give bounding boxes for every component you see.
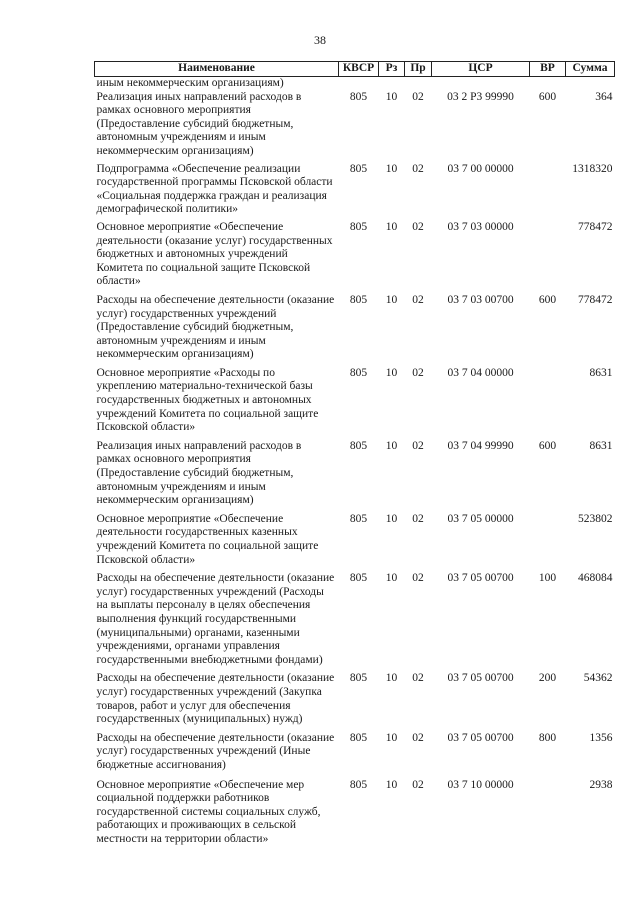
cell-rz: 10: [385, 366, 398, 379]
cell-vr: [530, 77, 566, 91]
table-row: [95, 289, 615, 362]
cell-rz: 10: [385, 512, 398, 525]
cell-pr: 02: [412, 731, 424, 744]
cell-rz: 10: [385, 220, 398, 233]
cell-vr: [530, 508, 566, 567]
cell-sum: 1356: [589, 731, 613, 744]
header-pr: Пр: [405, 62, 432, 77]
cell-kvsr: 805: [349, 672, 368, 685]
cell-sum: 8631: [589, 366, 613, 379]
cell-csr: [432, 77, 530, 91]
cell-sum: 8631: [589, 439, 613, 452]
cell-rz: 10: [385, 778, 398, 791]
cell-sum: 778472: [578, 293, 613, 306]
cell-rz: 10: [385, 672, 398, 685]
cell-pr: 02: [412, 293, 424, 306]
cell-sum: 364: [595, 90, 613, 103]
cell-kvsr: 805: [349, 778, 368, 791]
cell-csr: 03 7 05 00700: [447, 572, 514, 585]
cell-vr: 800: [538, 731, 557, 744]
cell-rz: 10: [385, 90, 398, 103]
cell-vr: 200: [538, 672, 557, 685]
budget-table: [94, 61, 615, 846]
cell-name: Основное мероприятие «Расходы по укреплению материально-технической базы государственных бюджетных и автономных учреждений Комитета по социальной защите Псковской области»: [96, 366, 319, 434]
cell-vr: 600: [538, 293, 557, 306]
cell-name: Основное мероприятие «Обеспечение деятельности государственных казенных учреждений Комитета по социальной защите Псковской области»: [96, 512, 319, 566]
cell-name: Реализация иных направлений расходов в рамках основного мероприятия (Предоставление субсидий бюджетным, автономным учреждениям и иным некоммерческим организациям): [96, 439, 302, 507]
cell-pr: 02: [412, 672, 424, 685]
cell-kvsr: [339, 77, 379, 91]
cell-vr: [530, 217, 566, 289]
table-row: [95, 727, 615, 773]
cell-csr: 03 7 03 00000: [447, 220, 514, 233]
table-row: [95, 217, 615, 289]
cell-name: Расходы на обеспечение деятельности (оказание услуг) государственных учреждений (Закупка товаров, работ и услуг для обеспечения государственных (муниципальных) нужд): [96, 672, 335, 726]
cell-name: Расходы на обеспечение деятельности (оказание услуг) государственных учреждений (Предоставление субсидий бюджетным, автономным учреждениям и иным некоммерческим организациям): [96, 293, 335, 361]
table-row: [95, 567, 615, 667]
cell-kvsr: 805: [349, 512, 368, 525]
table-row: [95, 159, 615, 217]
cell-csr: 03 2 Р3 99990: [447, 90, 514, 103]
cell-csr: 03 7 10 00000: [447, 778, 514, 791]
cell-vr: [530, 159, 566, 217]
cell-pr: 02: [412, 572, 424, 585]
cell-name: Основное мероприятие «Обеспечение мер социальной поддержки работников государственной системы социальных служб, работающих и проживающих в сельской местности на территории области»: [96, 778, 321, 845]
cell-pr: 02: [412, 90, 424, 103]
cell-pr: 02: [412, 439, 424, 452]
cell-rz: 10: [385, 162, 398, 175]
cell-rz: 10: [385, 293, 398, 306]
table-row: [95, 362, 615, 435]
cell-rz: [379, 77, 405, 91]
cell-sum: 54362: [583, 672, 613, 685]
table-row: [95, 77, 615, 91]
cell-kvsr: 805: [349, 90, 368, 103]
table-row: [95, 435, 615, 508]
header-name: Наименование: [95, 62, 339, 77]
cell-rz: 10: [385, 439, 398, 452]
cell-pr: 02: [412, 778, 424, 791]
cell-csr: 03 7 05 00000: [447, 512, 514, 525]
cell-kvsr: 805: [349, 293, 368, 306]
cell-vr: 100: [538, 572, 557, 585]
cell-vr: [530, 773, 566, 847]
table-row: [95, 508, 615, 567]
cell-sum: 468084: [578, 572, 613, 585]
cell-kvsr: 805: [349, 162, 368, 175]
cell-name: Подпрограмма «Обеспечение реализации государственной программы Псковской области «Социальная поддержка граждан и реализация демографической политики»: [96, 162, 333, 216]
cell-name: Основное мероприятие «Обеспечение деятельности (оказание услуг) государственных бюджетных и автономных учреждений Комитета по социальной защите Псковской области»: [96, 220, 333, 288]
table-row: [95, 667, 615, 726]
header-rz: Рз: [379, 62, 405, 77]
header-kvsr: КВСР: [339, 62, 379, 77]
cell-csr: 03 7 03 00700: [447, 293, 514, 306]
cell-kvsr: 805: [349, 572, 368, 585]
table-body: [95, 77, 615, 847]
cell-rz: 10: [385, 731, 398, 744]
cell-pr: 02: [412, 512, 424, 525]
cell-csr: 03 7 04 00000: [447, 366, 514, 379]
cell-csr: 03 7 00 00000: [447, 162, 514, 175]
cell-name: Расходы на обеспечение деятельности (оказание услуг) государственных учреждений (Иные бюджетные ассигнования): [96, 731, 335, 771]
page-number: 38: [314, 33, 326, 47]
cell-csr: 03 7 05 00700: [447, 672, 514, 685]
table-row: [95, 773, 615, 847]
cell-sum: 523802: [578, 512, 613, 525]
cell-csr: 03 7 05 00700: [447, 731, 514, 744]
cell-vr: 600: [538, 90, 557, 103]
cell-kvsr: 805: [349, 220, 368, 233]
cell-pr: 02: [412, 162, 424, 175]
table-row: [95, 91, 615, 159]
cell-rz: 10: [385, 572, 398, 585]
cell-pr: [405, 77, 432, 91]
cell-kvsr: 805: [349, 731, 368, 744]
cell-name: Реализация иных направлений расходов в рамках основного мероприятия (Предоставление субсидий бюджетным, автономным учреждениям и иным некоммерческим организациям): [96, 90, 302, 157]
cell-vr: [530, 362, 566, 435]
cell-sum: [566, 77, 615, 91]
header-csr: ЦСР: [432, 62, 530, 77]
cell-kvsr: 805: [349, 439, 368, 452]
cell-name: иным некоммерческим организациям): [96, 77, 284, 89]
cell-name: Расходы на обеспечение деятельности (оказание услуг) государственных учреждений (Расходы на выплаты персоналу в целях обеспечения выполнения функций государственными (муниципальными) органами, казенными учреждениями, органами управления государственными внебюджетными фондами): [96, 572, 335, 666]
cell-kvsr: 805: [349, 366, 368, 379]
cell-vr: 600: [538, 439, 557, 452]
table-header: [95, 62, 615, 77]
header-vr: ВР: [530, 62, 566, 77]
cell-sum: 778472: [578, 220, 613, 233]
cell-pr: 02: [412, 220, 424, 233]
header-sum: Сумма: [566, 62, 615, 77]
cell-sum: 1318320: [572, 162, 613, 175]
cell-csr: 03 7 04 99990: [447, 439, 514, 452]
cell-pr: 02: [412, 366, 424, 379]
cell-sum: 2938: [589, 778, 613, 791]
